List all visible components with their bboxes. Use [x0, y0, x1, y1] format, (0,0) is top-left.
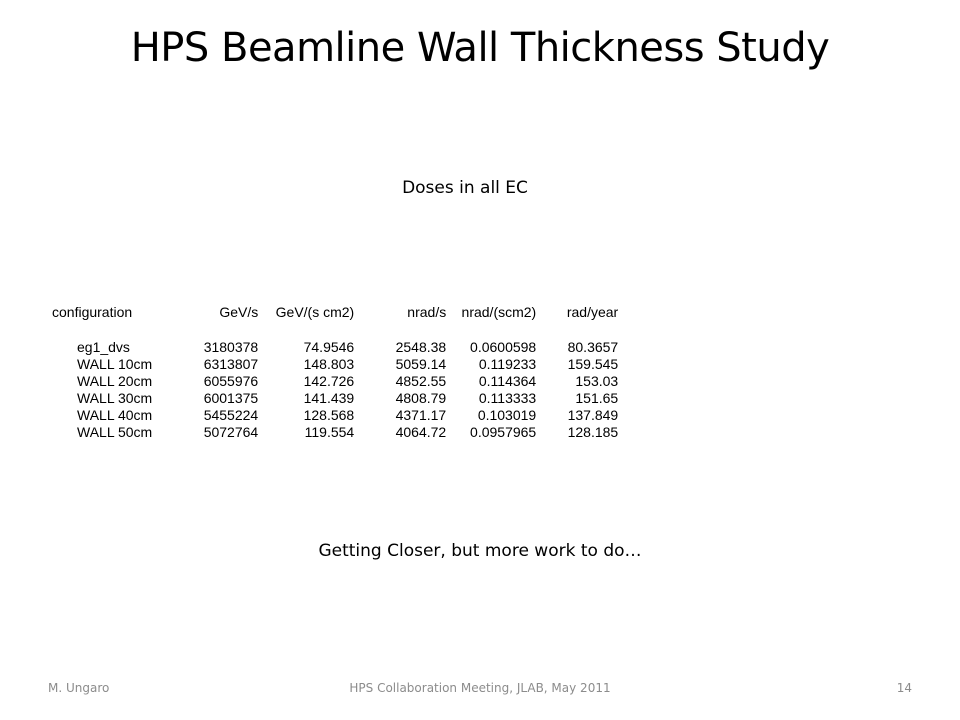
slide-note: Getting Closer, but more work to do…	[318, 541, 642, 561]
column-header-configuration: configuration	[52, 304, 133, 320]
column-header-nrad-per-s-cm2: nrad/(scm2)	[461, 304, 537, 320]
table-cell: 0.0957965	[470, 424, 537, 440]
table-cell: 148.803	[303, 356, 355, 372]
table-cell: WALL 30cm	[77, 390, 153, 406]
footer-event: HPS Collaboration Meeting, JLAB, May 2011	[349, 681, 611, 695]
table-cell: 128.568	[303, 407, 355, 423]
table-cell: 5455224	[203, 407, 259, 423]
table-cell: 0.114364	[478, 373, 537, 389]
footer-author: M. Ungaro	[48, 681, 110, 695]
table-cell: 0.119233	[478, 356, 537, 372]
table-cell: 151.65	[575, 390, 619, 406]
column-header-rad-per-year: rad/year	[566, 304, 619, 320]
footer-page-number: 14	[896, 681, 912, 695]
table-cell: 0.0600598	[470, 339, 537, 355]
table-cell: 4064.72	[395, 424, 447, 440]
slide-title: HPS Beamline Wall Thickness Study	[130, 25, 830, 71]
table-cell: 4852.55	[395, 373, 447, 389]
table-cell: 5072764	[203, 424, 259, 440]
table-row	[52, 356, 618, 373]
column-header-gev-per-s: GeV/s	[219, 304, 259, 320]
column-header-gev-per-s-cm2: GeV/(s cm2)	[275, 304, 355, 320]
table-row	[52, 407, 618, 424]
table-cell: 141.439	[303, 390, 355, 406]
table-cell: 119.554	[304, 424, 355, 440]
table-cell: 4371.17	[395, 407, 447, 423]
table-cell: 3180378	[203, 339, 259, 355]
table-cell: 128.185	[567, 424, 619, 440]
table-cell: 142.726	[303, 373, 355, 389]
table-cell: 153.03	[575, 373, 619, 389]
table-cell: WALL 10cm	[77, 356, 153, 372]
table-header-row	[52, 304, 618, 339]
table-cell: 159.545	[567, 356, 619, 372]
table-cell: 0.103019	[477, 407, 537, 423]
table-cell: WALL 50cm	[77, 424, 153, 440]
column-header-nrad-per-s: nrad/s	[407, 304, 447, 320]
dose-results-table	[52, 304, 618, 441]
table-cell: WALL 40cm	[77, 407, 153, 423]
slide-subtitle: Doses in all EC	[402, 178, 528, 198]
table-cell: 0.113333	[478, 390, 537, 406]
table-cell: 80.3657	[567, 339, 619, 355]
table-row	[52, 424, 618, 441]
table-cell: 137.849	[567, 407, 619, 423]
table-cell: WALL 20cm	[77, 373, 153, 389]
table-cell: 74.9546	[303, 339, 355, 355]
table-cell: 2548.38	[395, 339, 447, 355]
table-cell: eg1_dvs	[77, 339, 130, 355]
table-row	[52, 390, 618, 407]
table-cell: 4808.79	[395, 390, 447, 406]
table-cell: 6001375	[203, 390, 259, 406]
table-cell: 6055976	[203, 373, 259, 389]
table-row	[52, 339, 618, 356]
table-cell: 6313807	[203, 356, 259, 372]
table-row	[52, 373, 618, 390]
table-cell: 5059.14	[395, 356, 447, 372]
